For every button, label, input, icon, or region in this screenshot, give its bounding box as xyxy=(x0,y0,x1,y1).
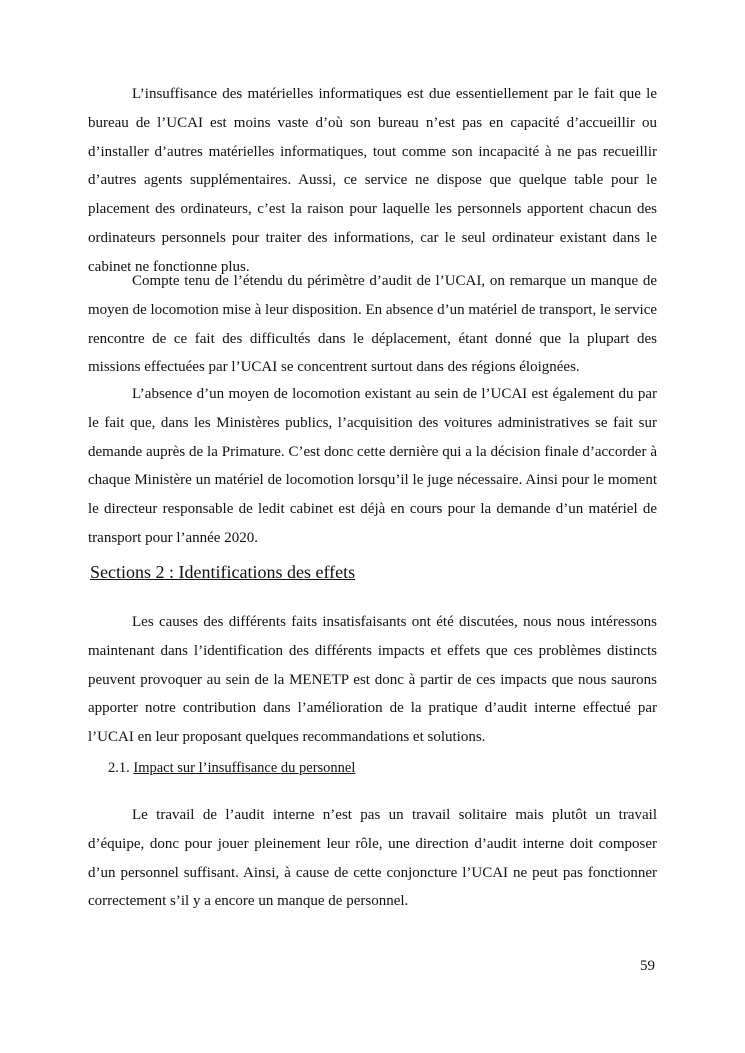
subsection-number: 2.1. xyxy=(108,760,130,776)
subsection-heading xyxy=(108,760,355,777)
subsection-title: Impact sur l’insuffisance du personnel xyxy=(133,760,356,776)
paragraph-locomotion: Compte tenu de l’étendu du périmètre d’audit de l’UCAI, on remarque un manque de moyen de locomotion mise à leur disposition. En absence d’un matériel de transport, le service rencontre de ce fait des difficultés dans le déplacement, étant donné que la plupart des missions effectuées par l’UCAI se concentrent surtout dans des régions éloignées. xyxy=(88,273,658,376)
section-heading: Sections 2 : Identifications des effets xyxy=(90,562,356,582)
paragraph-causes: Les causes des différents faits insatisfaisants ont été discutées, nous nous intéressons maintenant dans l’identification des différents impacts et effets que ces problèmes distincts peuvent provoquer au sein de la MENETP est donc à partir de ces impacts que nous saurons apporter notre contribution dans l’amélioration de la pratique d’audit interne effectué par l’UCAI en leur proposant quelques recommandations et solutions. xyxy=(88,614,657,746)
page-number: 59 xyxy=(640,958,655,974)
paragraph-absence-locomotion: L’absence d’un moyen de locomotion existant au sein de l’UCAI est également du par le fait que, dans les Ministères publics, l’acquisition des voitures administratives se fait sur demande auprès de la Primature. C’est donc cette dernière qui a la décision finale d’accorder à chaque Ministère un matériel de locomotion lorsqu’il le juge nécessaire. Ainsi pour le moment le directeur responsable de ledit cabinet est déjà en cours pour la demande d’un matériel de transport pour l’année 2020. xyxy=(88,386,657,546)
paragraph-materiel-informatique: L’insuffisance des matérielles informatiques est due essentiellement par le fait que le bureau de l’UCAI est moins vaste d’où son bureau n’est pas en capacité d’accueillir ou d’installer d’autres matérielles informatiques, tout comme son incapacité à ne pas recueillir d’autres agents supplémentaires. Aussi, ce service ne dispose que quelque table pour le placement des ordinateurs, c’est la raison pour laquelle les personnels apportent chacun des ordinateurs personnels pour traiter des informations, car le seul ordinateur existant dans le cabinet ne fonctionne plus. xyxy=(88,86,657,275)
paragraph-travail-audit: Le travail de l’audit interne n’est pas un travail solitaire mais plutôt un travail d’équipe, donc pour jouer pleinement leur rôle, une direction d’audit interne doit composer d’un personnel suffisant. Ainsi, à cause de cette conjoncture l’UCAI ne peut pas fonctionner correctement s’il y a encore un manque de personnel. xyxy=(88,807,657,910)
